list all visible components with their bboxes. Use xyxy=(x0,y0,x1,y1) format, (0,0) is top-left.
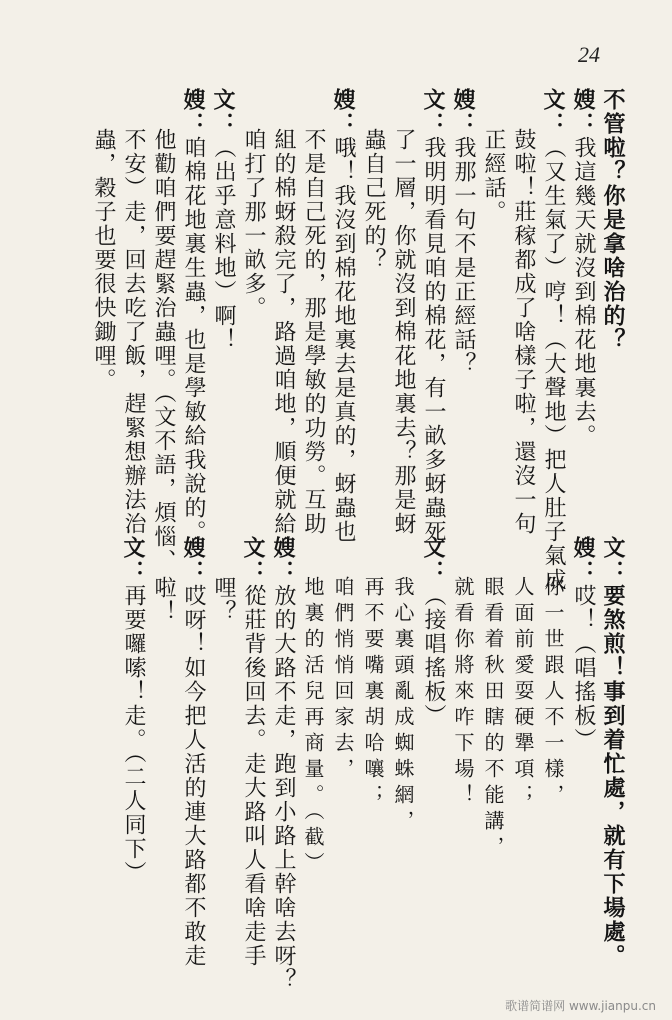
speaker-label: 文： xyxy=(120,536,146,584)
watermark: 歌谱简谱网 www.jianpu.cn xyxy=(505,999,656,1013)
top-line xyxy=(418,88,448,544)
top-line xyxy=(298,128,328,536)
dialogue-text: 他勸咱們要趕緊治蟲哩。（文不語，煩惱、 xyxy=(151,128,176,573)
dialogue-text: 不安）走，回去吃了飯，趕緊想辦法治 xyxy=(121,128,146,536)
dialogue-text: 了一層，你就沒到棉花地裏去？那是蚜 xyxy=(391,128,416,536)
speaker-label: 嫂： xyxy=(450,88,476,136)
bottom-line xyxy=(598,536,628,968)
dialogue-text: 再不要嘴裏胡哈嚷； xyxy=(361,576,385,810)
page-number: 24 xyxy=(578,42,600,67)
dialogue-text: 就看你將來咋下場！ xyxy=(451,576,475,810)
dialogue-text: 組的棉蚜殺完了，路過咱地，順便就給 xyxy=(271,128,296,536)
speaker-label: 嫂： xyxy=(180,88,206,136)
dialogue-text: 你一世跟人不一樣， xyxy=(541,576,565,810)
top-line xyxy=(358,128,388,272)
dialogue-text: 眼看着秋田瞎的不能講， xyxy=(481,576,505,862)
bottom-line xyxy=(148,576,178,624)
top-line xyxy=(88,128,118,392)
top-line xyxy=(478,128,508,224)
dialogue-text: 咱打了那一畝多。 xyxy=(241,128,266,320)
dialogue-text: 我那一句不是正經話？ xyxy=(451,136,476,376)
top-line xyxy=(388,128,418,536)
bottom-line xyxy=(388,576,418,836)
dialogue-text: 我心裏頭亂成蜘蛛網， xyxy=(391,576,415,836)
speaker-label: 嫂： xyxy=(270,536,296,584)
dialogue-text: 要煞煎！事到着忙處，就有下場處。 xyxy=(600,584,626,968)
speaker-label: 文： xyxy=(240,536,266,584)
top-line xyxy=(538,88,568,592)
dialogue-text: （接唱搖板） xyxy=(421,584,446,728)
dialogue-text: 再要囉嗦！走。（二人同下） xyxy=(121,584,146,885)
bottom-line xyxy=(568,536,598,752)
dialogue-text: 鼓啦！莊稼都成了啥樣子啦，還沒一句 xyxy=(511,128,536,536)
bottom-line xyxy=(328,576,358,784)
bottom-line xyxy=(178,536,208,968)
dialogue-text: 正經話。 xyxy=(481,128,506,224)
speaker-label: 文： xyxy=(210,88,236,136)
bottom-line xyxy=(418,536,448,728)
top-line xyxy=(238,128,268,320)
bottom-line xyxy=(208,576,238,624)
bottom-line xyxy=(238,536,268,968)
bottom-line xyxy=(118,536,148,885)
top-line xyxy=(328,88,358,544)
top-line xyxy=(448,88,478,376)
top-line xyxy=(208,88,238,352)
dialogue-text: （又生氣了）哼！（大聲地）把人肚子氣成 xyxy=(541,136,566,592)
top-line xyxy=(178,88,208,544)
dialogue-text: 人面前愛耍硬犟項； xyxy=(511,576,535,810)
dialogue-text: 我這幾天就沒到棉花地裏去。 xyxy=(571,136,596,448)
speaker-label: 文： xyxy=(540,88,566,136)
top-line xyxy=(598,88,628,352)
speaker-label: 嫂： xyxy=(570,88,596,136)
dialogue-text: （出乎意料地）啊！ xyxy=(211,136,236,352)
dialogue-text: 哎！（唱搖板） xyxy=(571,584,596,752)
top-line xyxy=(508,128,538,536)
top-line xyxy=(118,128,148,536)
speaker-label: 文： xyxy=(420,536,446,584)
speaker-label: 嫂： xyxy=(330,88,356,136)
bottom-line xyxy=(538,576,568,810)
bottom-line xyxy=(478,576,508,862)
dialogue-text: 從莊背後回去。走大路叫人看啥走手 xyxy=(241,584,266,968)
bottom-line xyxy=(268,536,298,992)
speaker-label: 文： xyxy=(600,536,626,584)
top-line xyxy=(568,88,598,448)
dialogue-text: 放的大路不走，跑到小路上幹啥去呀？ xyxy=(271,584,296,992)
dialogue-text: 啦！ xyxy=(151,576,176,624)
dialogue-text: 我明明看見咱的棉花，有一畝多蚜蟲死 xyxy=(421,136,446,544)
bottom-line xyxy=(508,576,538,810)
dialogue-text: 地裏的活兒再商量。（截） xyxy=(301,576,325,878)
dialogue-text: 咱棉花地裏生蟲，也是學敏給我說的。 xyxy=(181,136,206,544)
bottom-line xyxy=(358,576,388,810)
dialogue-text: 蟲，穀子也要很快鋤哩。 xyxy=(91,128,116,392)
speaker-label: 文： xyxy=(420,88,446,136)
bottom-line xyxy=(448,576,478,810)
top-line xyxy=(148,128,178,573)
dialogue-text: 蟲自己死的？ xyxy=(361,128,386,272)
speaker-label: 嫂： xyxy=(180,536,206,584)
dialogue-text: 哩？ xyxy=(211,576,236,624)
dialogue-text: 不管啦？你是拿啥治的？ xyxy=(600,88,626,352)
dialogue-text: 不是自己死的，那是學敏的功勞。互助 xyxy=(301,128,326,536)
dialogue-text: 咱們悄悄回家去， xyxy=(331,576,355,784)
speaker-label: 嫂： xyxy=(570,536,596,584)
top-line xyxy=(268,128,298,536)
bottom-line xyxy=(298,576,328,878)
dialogue-text: 哦！我沒到棉花地裏去是真的，蚜蟲也 xyxy=(331,136,356,544)
dialogue-text: 哎呀！如今把人活的連大路都不敢走 xyxy=(181,584,206,968)
